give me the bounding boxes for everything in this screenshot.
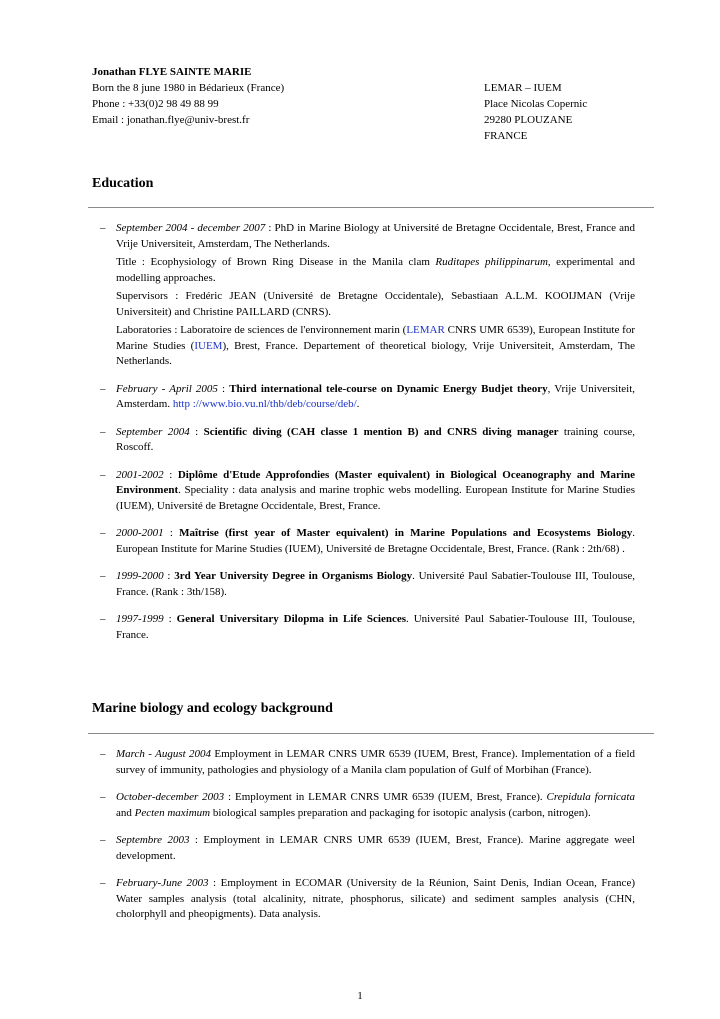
- labs-text: CNRS UMR 6539), European Institute for Marine Studies (: [116, 324, 636, 352]
- thesis-title: Title : Ecophysiology of Brown Ring Disease in the Manila clam: [116, 256, 436, 268]
- list-bullet: –: [100, 382, 106, 395]
- item-text-end: .: [356, 398, 360, 410]
- item-heading: Maîtrise (first year of Master equivalent) in Marine Populations and Ecosystems Biology: [179, 527, 633, 539]
- species-name: Crepidula fornicata: [546, 791, 635, 803]
- item-date: February-June 2003: [116, 877, 209, 889]
- section-divider: [88, 733, 654, 734]
- item-text: Employment in LEMAR CNRS UMR 6539 (IUEM, Brest, France). Implementation of a field survey of immunity, pathologies and physiology of a Manila clam population of Gulf of Morbihan (France).: [116, 748, 635, 776]
- section-divider: [88, 207, 654, 208]
- list-bullet: –: [100, 877, 106, 889]
- item-text: training course, Roscoff.: [116, 425, 635, 453]
- item-date: September 2004 - december 2007: [116, 222, 266, 234]
- list-bullet: –: [100, 425, 106, 438]
- item-text: . Speciality : data analysis and marine trophic webs modelling. European Institute for Marine Studies (IUEM), Université de Bretagne Occidentale, Brest, France.: [116, 484, 635, 512]
- section-title-marine-background: Marine biology and ecology background: [92, 701, 333, 716]
- iuem-link[interactable]: IUEM: [194, 339, 223, 352]
- list-item: [100, 221, 635, 370]
- species-name: Ruditapes philippinarum: [435, 256, 548, 268]
- marine-background-list: [100, 747, 635, 935]
- item-text: . Université Paul Sabatier-Toulouse III, Toulouse, France.: [116, 613, 635, 641]
- list-item: [100, 526, 635, 557]
- separator: :: [163, 570, 175, 582]
- birth-info: Born the 8 june 1980 in Bédarieux (France): [92, 82, 285, 94]
- course-link[interactable]: http ://www.bio.vu.nl/thb/deb/course/deb/: [172, 398, 357, 410]
- item-text: , Vrije Universiteit, Amsterdam.: [116, 382, 635, 410]
- list-item: [100, 747, 635, 778]
- item-date: 2001-2002: [116, 468, 164, 481]
- labs-text: Laboratories : Laboratoire de sciences de l'environnement marin (: [116, 324, 407, 336]
- item-date: February - April 2005: [116, 382, 218, 395]
- item-heading: 3rd Year University Degree in Organisms Biology: [174, 570, 413, 582]
- item-text: . European Institute for Marine Studies (IUEM), Université de Bretagne Occidentale, Brest, France. (Rank : 2th/68) .: [116, 527, 635, 555]
- item-heading: General Universitary Dilopma in Life Sciences: [176, 613, 407, 625]
- list-bullet: –: [100, 527, 106, 539]
- postal-address: [484, 80, 684, 144]
- list-item: [100, 382, 635, 413]
- phone-info: Phone : +33(0)2 98 49 88 99: [92, 98, 219, 110]
- item-text: . Université Paul Sabatier-Toulouse III, Toulouse, France. (Rank : 3th/158).: [116, 570, 636, 598]
- list-item: [100, 876, 635, 923]
- lemar-link[interactable]: LEMAR: [406, 324, 445, 336]
- address-line: FRANCE: [484, 130, 528, 142]
- item-date: Septembre 2003: [116, 834, 190, 846]
- item-heading: Scientific diving (CAH classe 1 mention B) and CNRS diving manager: [203, 425, 559, 438]
- list-bullet: –: [100, 222, 106, 234]
- item-text: and: [116, 806, 135, 819]
- list-bullet: –: [100, 468, 106, 481]
- item-text: : PhD in Marine Biology at Université de Bretagne Occidentale, Brest, France and Vrije Universiteit, Amsterdam, The Netherlands.: [116, 222, 635, 250]
- education-list: [100, 221, 635, 655]
- list-item: [100, 790, 635, 821]
- address-line: Place Nicolas Copernic: [484, 98, 588, 110]
- supervisors: Supervisors : Fredéric JEAN (Université de Bretagne Occidentale), Sebastiaan A.L.M. KOOIJMAN (Vrije Universiteit) and Christine PAILLARD (CNRS).: [116, 290, 635, 318]
- page-number: 1: [357, 990, 363, 1002]
- item-date: 1999-2000: [116, 570, 164, 582]
- personal-info: [92, 64, 472, 128]
- item-date: March - August 2004: [116, 748, 212, 760]
- list-bullet: –: [100, 570, 106, 582]
- item-text: biological samples preparation and packaging for isotopic analysis (carbon, nitrogen).: [210, 806, 591, 819]
- list-bullet: –: [100, 613, 106, 625]
- species-name: Pecten maximum: [134, 806, 211, 819]
- item-text: : Employment in LEMAR CNRS UMR 6539 (IUEM, Brest, France).: [224, 791, 547, 803]
- list-bullet: –: [100, 791, 106, 803]
- item-date: 1997-1999: [116, 613, 164, 625]
- item-date: 2000-2001: [116, 527, 164, 539]
- address-line: 29280 PLOUZANE: [484, 114, 573, 126]
- section-title-education: Education: [92, 176, 154, 191]
- email-info: Email : jonathan.flye@univ-brest.fr: [92, 114, 250, 126]
- separator: :: [163, 527, 180, 539]
- list-bullet: –: [100, 834, 106, 846]
- list-bullet: –: [100, 748, 106, 760]
- item-heading: Diplôme d'Etude Approfondies (Master equivalent) in Biological Oceanography and Marine Environment: [116, 468, 635, 496]
- thesis-title-end: , experimental and modelling approaches.: [116, 256, 635, 284]
- item-text: : Employment in LEMAR CNRS UMR 6539 (IUEM, Brest, France). Marine aggregate weel development.: [116, 834, 635, 862]
- separator: :: [163, 613, 177, 625]
- list-item: [100, 569, 635, 600]
- list-item: [100, 468, 635, 515]
- separator: :: [217, 382, 230, 395]
- address-line: LEMAR – IUEM: [484, 82, 562, 94]
- item-date: October-december 2003: [116, 791, 225, 803]
- item-heading: Third international tele-course on Dynamic Energy Budjet theory: [229, 382, 548, 395]
- separator: :: [163, 468, 178, 481]
- separator: :: [189, 425, 204, 438]
- list-item: [100, 612, 635, 643]
- labs-text: ), Brest, France. Departement of theoretical biology, Vrije Universiteit, Amsterdam, The Netherlands.: [116, 339, 635, 367]
- item-date: September 2004: [116, 425, 190, 438]
- list-item: [100, 425, 635, 456]
- item-text: : Employment in ECOMAR (University de la Réunion, Saint Denis, Indian Ocean, France) Water samples analysis (total alcalinity, nitrate, phosphorus, silicate) and sediment samples analysis (CHN, cholorphyll and pheopigments). Data analysis.: [116, 877, 635, 920]
- person-name: Jonathan FLYE SAINTE MARIE: [92, 66, 252, 78]
- list-item: [100, 833, 635, 864]
